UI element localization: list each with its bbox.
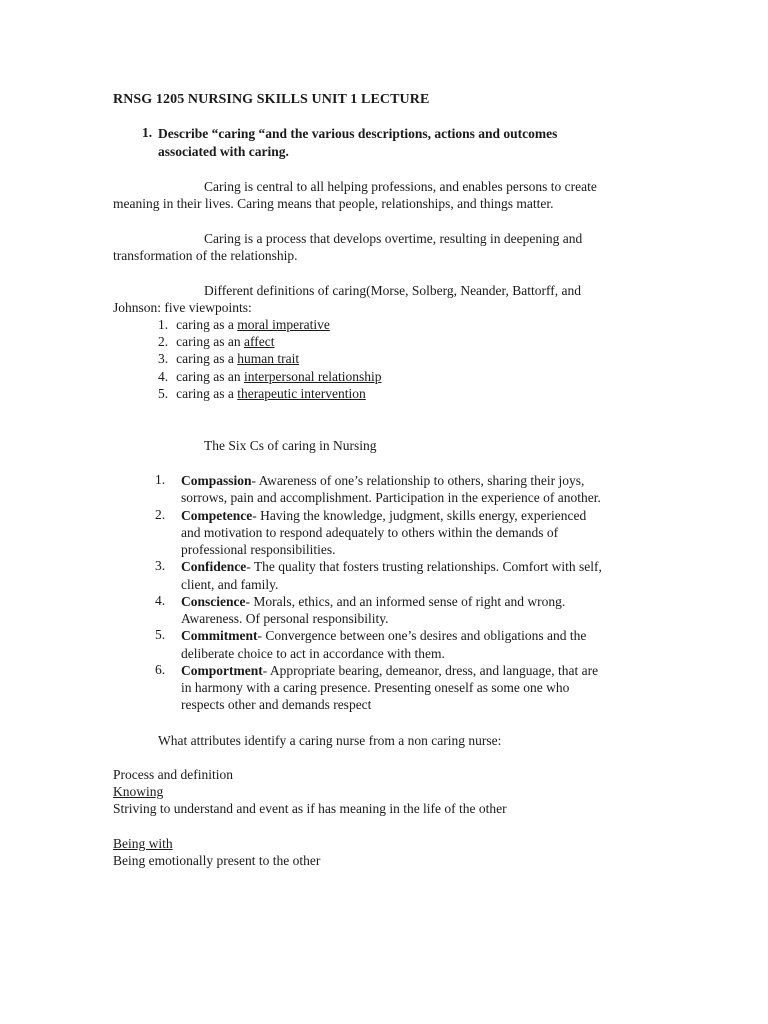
paragraph-1-line-2: meaning in their lives. Caring means that people, relationships, and things matter. [113,196,554,211]
six-c-text: client, and family. [181,577,279,592]
viewpoint-prefix: caring as an [176,369,244,384]
list-number: 2. [155,507,166,522]
question-text [158,125,557,161]
viewpoint-item [158,316,330,333]
being-with-definition: Being emotionally present to the other [113,853,321,868]
six-c-term: Conscience [181,594,246,609]
attributes-question: What attributes identify a caring nurse from a non caring nurse: [158,733,502,748]
viewpoint-prefix: caring as an [176,334,244,349]
viewpoint-prefix: caring as a [176,386,238,401]
six-cs-heading: The Six Cs of caring in Nursing [204,438,377,453]
six-c-item [181,558,602,575]
paragraph-3-line-1: Different definitions of caring(Morse, Solberg, Neander, Battorff, and [204,283,581,298]
viewpoint-term: affect [243,334,275,349]
question-number: 1. [142,125,153,140]
six-c-text: - The quality that fosters trusting relationships. Comfort with self, [246,559,602,574]
viewpoint-term: therapeutic intervention [237,386,366,401]
list-number: 5. [155,627,166,642]
six-c-item [181,472,584,489]
six-c-item [181,662,598,679]
list-number: 4. [155,593,166,608]
list-number: 6. [155,662,166,677]
six-c-text: in harmony with a caring presence. Presenting oneself as some one who [181,680,570,695]
six-c-term: Competence [181,508,253,523]
knowing-term: Knowing [113,784,164,799]
six-c-item [181,627,586,644]
six-c-text: - Morals, ethics, and an informed sense of right and wrong. [245,594,566,609]
paragraph-2-line-2: transformation of the relationship. [113,248,298,263]
six-c-text: respects other and demands respect [181,697,372,712]
six-c-text: sorrows, pain and accomplishment. Participation in the experience of another. [181,490,601,505]
list-number: 5. [158,386,169,401]
six-c-text: professional responsibilities. [181,542,336,557]
knowing-definition: Striving to understand and event as if has meaning in the life of the other [113,801,507,816]
viewpoint-term: moral imperative [237,317,330,332]
six-c-text: Awareness. Of personal responsibility. [181,611,389,626]
being-with-term: Being with [113,836,173,851]
six-c-item [181,507,586,524]
six-c-text: - Appropriate bearing, demeanor, dress, and language, that are [262,663,599,678]
viewpoint-term: human trait [237,351,300,366]
six-c-term: Commitment [181,628,258,643]
six-c-term: Compassion [181,473,252,488]
list-number: 3. [155,558,166,573]
viewpoint-item [158,368,382,385]
list-number: 1. [155,472,166,487]
list-number: 3. [158,351,169,366]
six-c-text: - Awareness of one’s relationship to others, sharing their joys, [251,473,585,488]
six-c-text: and motivation to respond adequately to others within the demands of [181,525,559,540]
paragraph-1-line-1: Caring is central to all helping professions, and enables persons to create [204,179,597,194]
six-c-text: deliberate choice to act in accordance with them. [181,646,445,661]
paragraph-3-line-2: Johnson: five viewpoints: [113,300,252,315]
list-number: 1. [158,317,169,332]
question-line-2: associated with caring. [158,144,289,159]
six-c-text: - Convergence between one’s desires and obligations and the [257,628,587,643]
viewpoint-item [158,333,274,350]
paragraph-2-line-1: Caring is a process that develops overtime, resulting in deepening and [204,231,583,246]
viewpoint-prefix: caring as a [176,351,238,366]
list-number: 2. [158,334,169,349]
viewpoint-item [158,350,299,367]
six-c-term: Comportment [181,663,263,678]
viewpoint-prefix: caring as a [176,317,238,332]
process-definition-heading: Process and definition [113,767,233,782]
list-number: 4. [158,369,169,384]
page-title: RNSG 1205 NURSING SKILLS UNIT 1 LECTURE [113,92,430,107]
viewpoint-item [158,385,366,402]
viewpoint-term: interpersonal relationship [243,369,382,384]
six-c-item [181,593,565,610]
question-line-1: Describe “caring “and the various descriptions, actions and outcomes [158,126,558,141]
six-c-text: - Having the knowledge, judgment, skills energy, experienced [252,508,587,523]
six-c-term: Confidence [181,559,247,574]
